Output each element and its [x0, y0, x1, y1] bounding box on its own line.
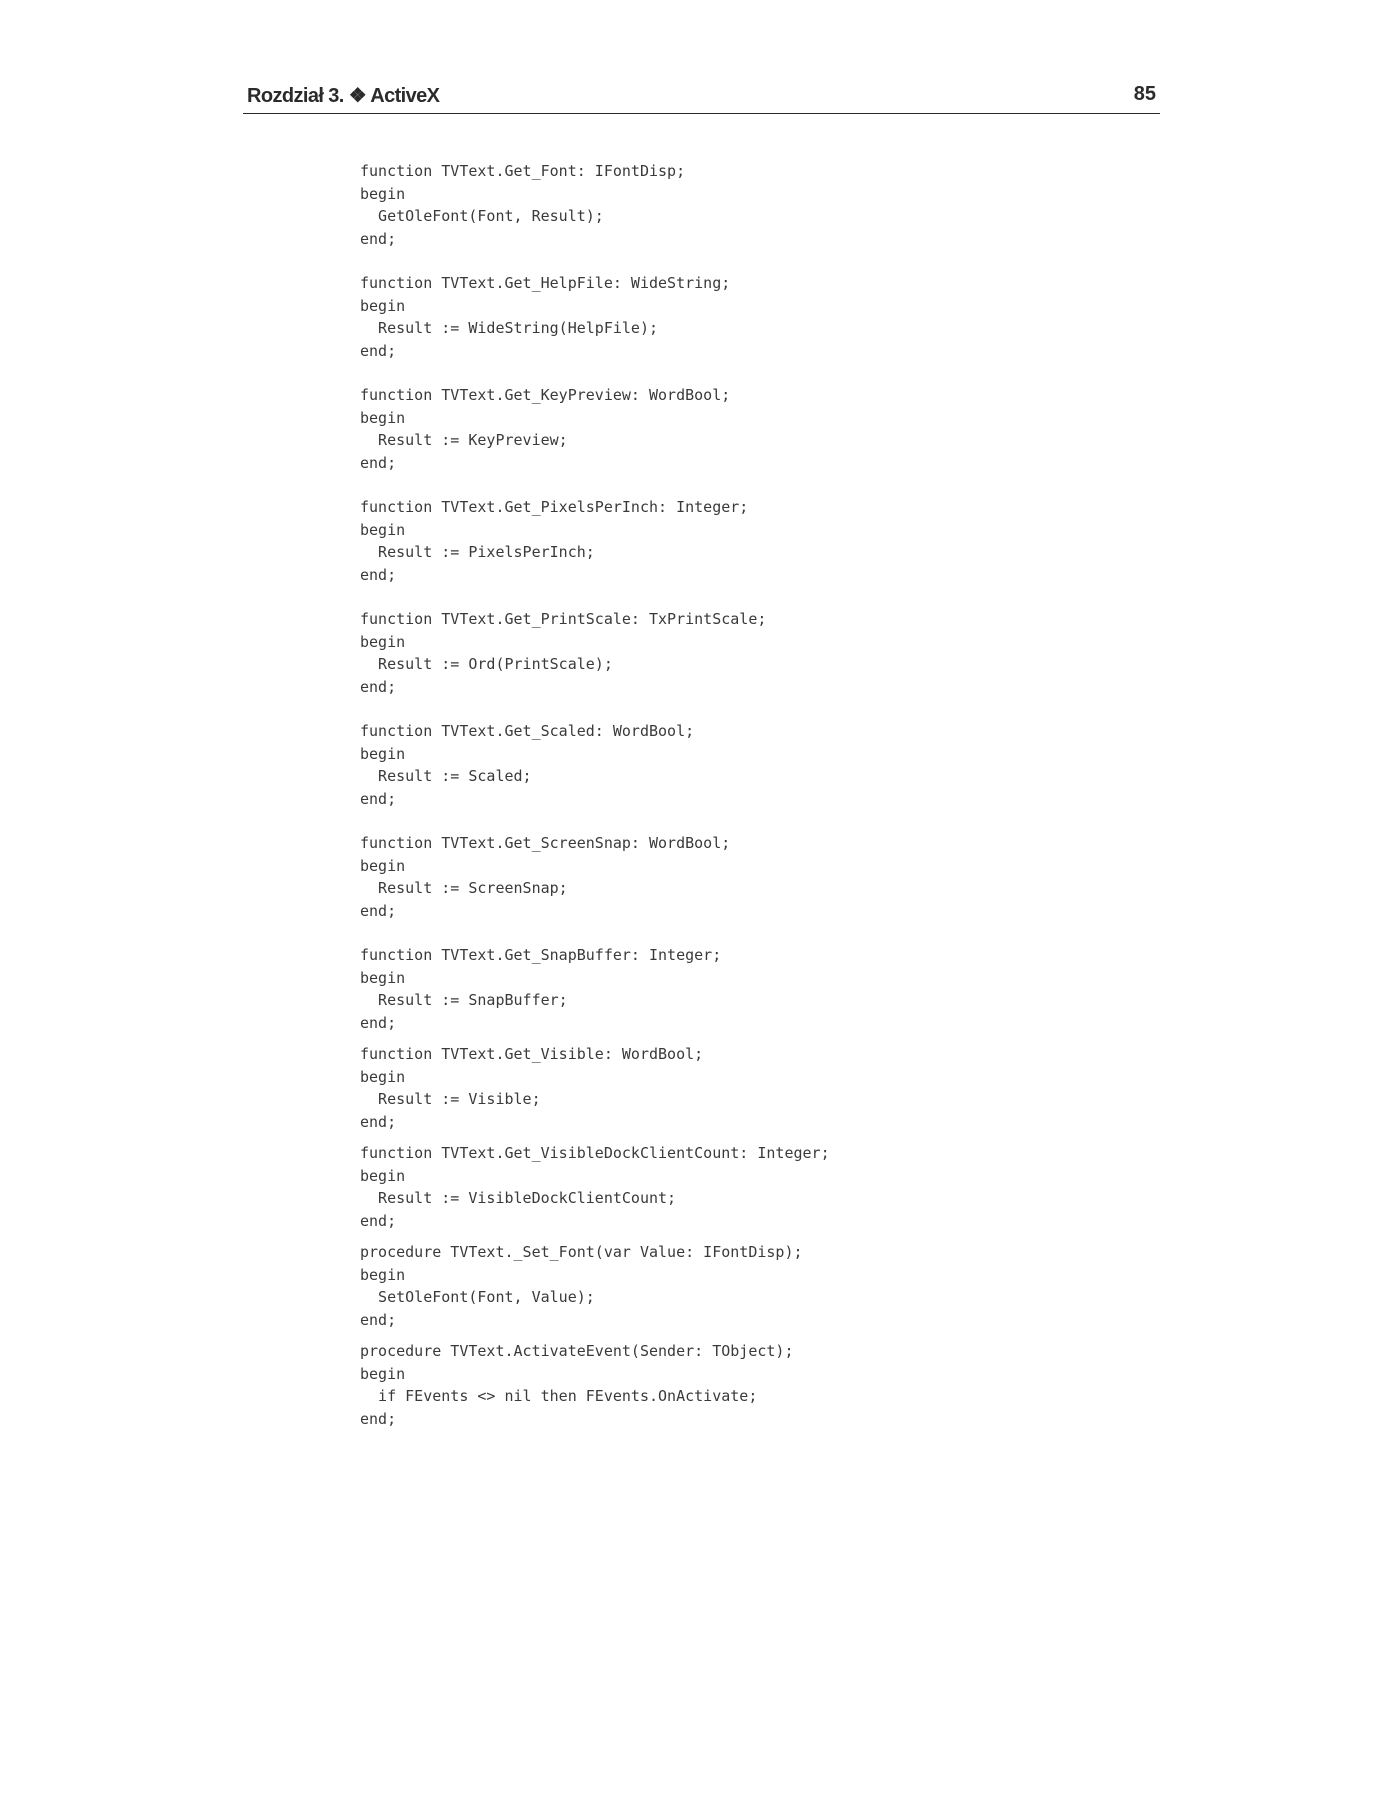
page-number: 85 [1133, 83, 1156, 105]
code-line: begin [360, 856, 406, 875]
code-line: Result := Ord(PrintScale); [360, 655, 613, 673]
code-line: begin [360, 408, 406, 427]
code-block [360, 272, 1160, 362]
code-block [360, 832, 1160, 922]
running-header [243, 82, 1160, 114]
code-line: function TVText.Get_VisibleDockClientCount: Integer; [360, 1144, 830, 1162]
code-line: end; [360, 453, 397, 472]
code-line: function TVText.Get_PrintScale: TxPrintScale; [360, 610, 767, 628]
code-line: function TVText.Get_Font: IFontDisp; [360, 162, 686, 180]
code-line: function TVText.Get_KeyPreview: WordBool; [360, 386, 731, 404]
code-line: Result := SnapBuffer; [360, 991, 568, 1009]
chapter-title: Rozdział 3. ❖ ActiveX [247, 85, 440, 107]
code-line: end; [360, 1013, 397, 1032]
code-line: begin [360, 968, 406, 987]
code-line: begin [360, 520, 406, 539]
code-line: function TVText.Get_HelpFile: WideString; [360, 274, 731, 292]
code-line: end; [360, 1310, 397, 1329]
code-line: SetOleFont(Font, Value); [360, 1288, 595, 1306]
code-line: end; [360, 341, 397, 360]
code-block [360, 720, 1160, 810]
code-block [360, 1142, 1160, 1232]
code-line: end; [360, 565, 397, 584]
code-line: end; [360, 789, 397, 808]
code-line: end; [360, 677, 397, 696]
code-line: Result := Visible; [360, 1090, 541, 1108]
code-line: if FEvents <> nil then FEvents.OnActivate; [360, 1387, 758, 1405]
code-line: begin [360, 1166, 406, 1185]
code-line: end; [360, 1409, 397, 1428]
code-block [360, 1241, 1160, 1331]
code-line: Result := Scaled; [360, 767, 532, 785]
code-line: begin [360, 184, 406, 203]
code-block [360, 1340, 1160, 1430]
code-line: Result := ScreenSnap; [360, 879, 568, 897]
code-line: end; [360, 901, 397, 920]
code-block [360, 1043, 1160, 1133]
code-line: function TVText.Get_SnapBuffer: Integer; [360, 946, 722, 964]
code-line: function TVText.Get_ScreenSnap: WordBool; [360, 834, 731, 852]
code-line: Result := VisibleDockClientCount; [360, 1189, 677, 1207]
code-line: begin [360, 744, 406, 763]
code-line: begin [360, 632, 406, 651]
code-block [360, 160, 1160, 250]
code-line: begin [360, 296, 406, 315]
code-block [360, 944, 1160, 1034]
code-line: procedure TVText.ActivateEvent(Sender: TObject); [360, 1342, 794, 1360]
code-line: Result := PixelsPerInch; [360, 543, 595, 561]
code-line: begin [360, 1364, 406, 1383]
code-line: function TVText.Get_Visible: WordBool; [360, 1045, 704, 1063]
code-line: function TVText.Get_PixelsPerInch: Integer; [360, 498, 749, 516]
code-line: function TVText.Get_Scaled: WordBool; [360, 722, 695, 740]
code-line: end; [360, 1211, 397, 1230]
code-line: begin [360, 1067, 406, 1086]
code-block [360, 384, 1160, 474]
code-listing [360, 160, 1160, 1430]
code-line: end; [360, 229, 397, 248]
code-block [360, 496, 1160, 586]
code-block [360, 608, 1160, 698]
code-line: Result := WideString(HelpFile); [360, 319, 659, 337]
code-line: GetOleFont(Font, Result); [360, 207, 604, 225]
code-line: begin [360, 1265, 406, 1284]
code-line: procedure TVText._Set_Font(var Value: IFontDisp); [360, 1243, 803, 1261]
code-line: Result := KeyPreview; [360, 431, 568, 449]
code-line: end; [360, 1112, 397, 1131]
